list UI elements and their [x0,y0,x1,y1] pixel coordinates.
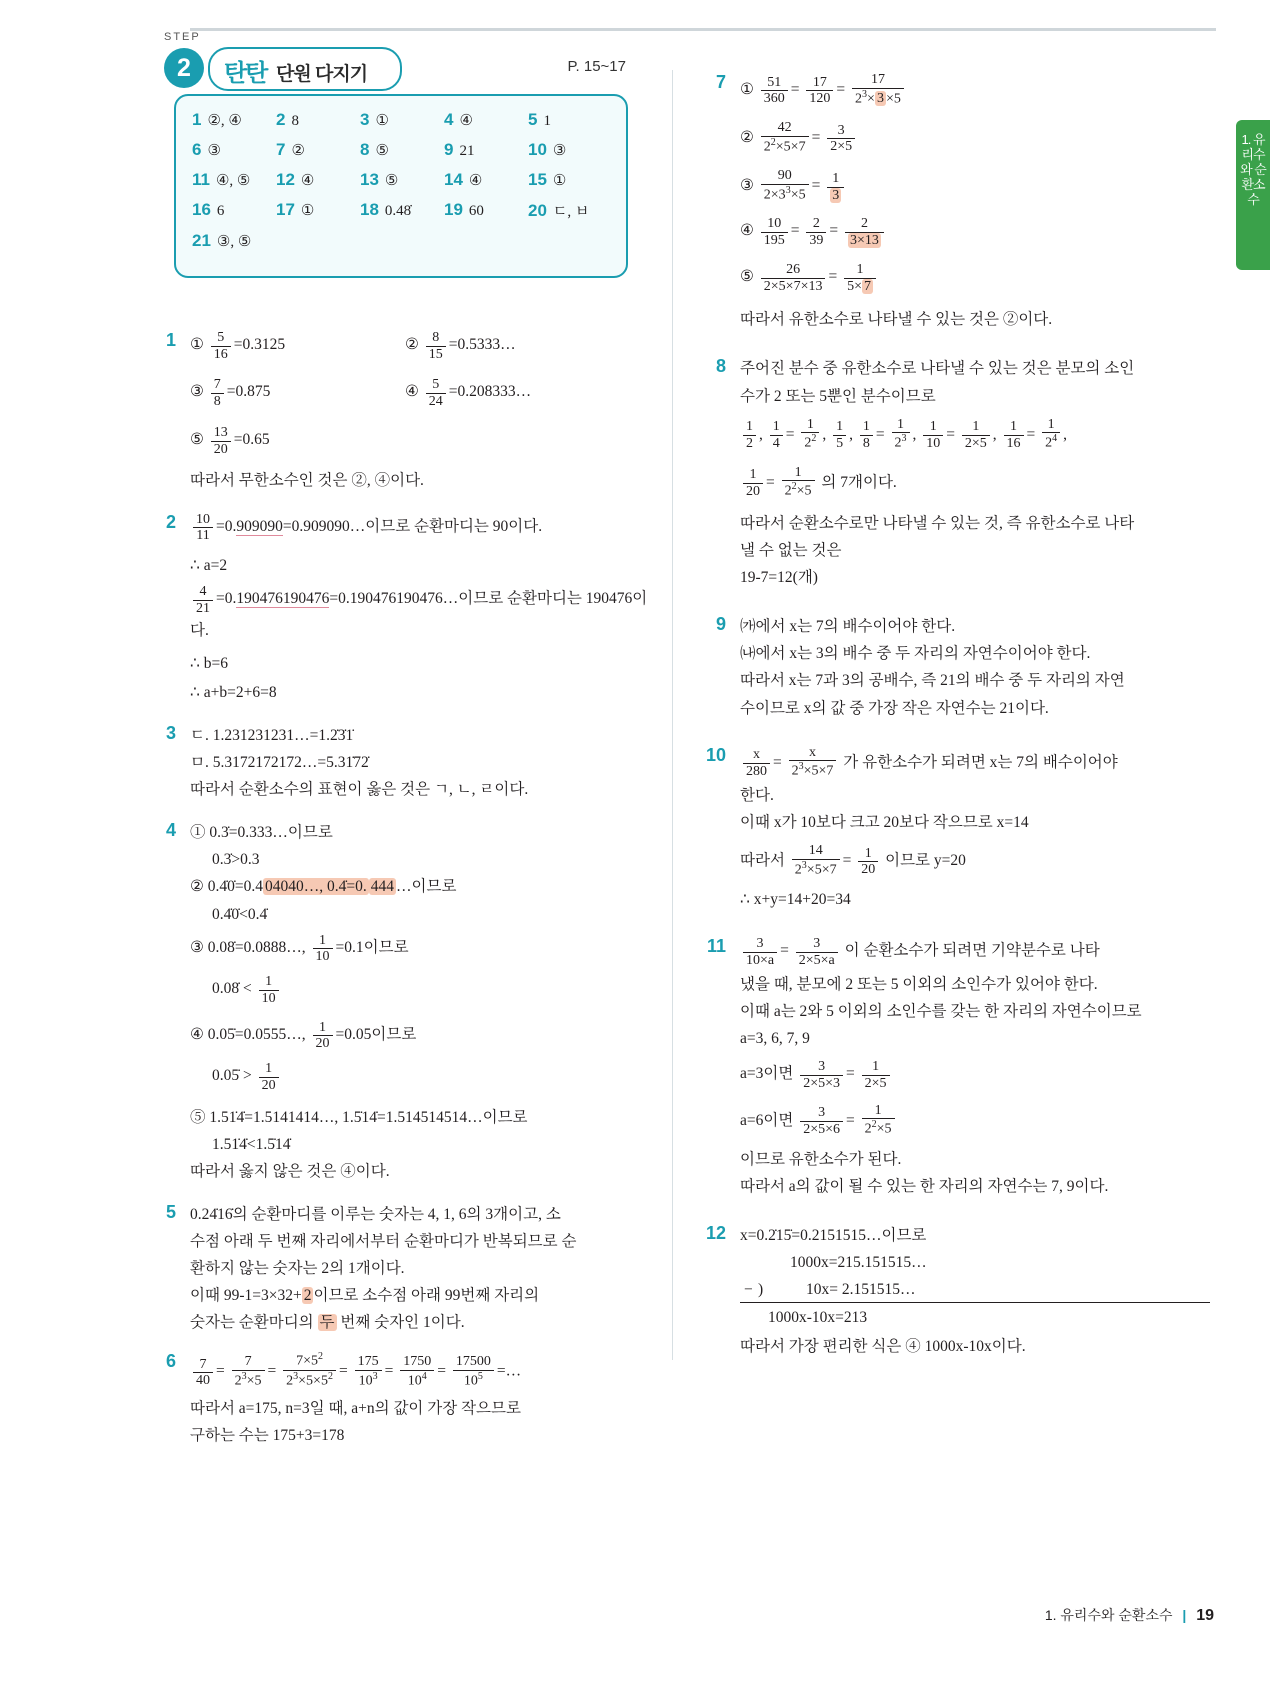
solution-number: 8 [715,356,726,377]
q5-line-3: 환하지 않는 숫자는 2의 1개이다. [190,1260,405,1278]
answer-value: ④ [459,113,473,129]
answer-number: 6 [192,140,202,159]
q8-line-2: 수가 2 또는 5뿐인 분수이므로 [740,387,936,405]
answer-number: 15 [528,170,547,189]
q5-line-2: 수점 아래 두 번째 자리에서부터 순환마디가 반복되므로 순 [190,1232,577,1250]
answer-number: 8 [360,140,370,159]
q1-line-b: ③ $\frac{7}{8}$ =0.875 ④ $\frac{5}{24}$ =0.208333… [190,377,532,410]
right-column [700,46,1210,1373]
answer-value: 0.48̇ [384,203,412,219]
q7-item-5: ⑤ $\frac{26}{2\times 5\times 7\times 13}$ = $\frac{1}{5\times 7}$ [740,262,1210,295]
answer-number: 16 [192,200,211,219]
step-number: 2 [164,48,204,88]
answer-box [174,94,628,278]
answer-value: 21 [459,143,475,159]
q3-line-1: ㄷ. 1.231231231…=1.2̇3̇1̇ [190,726,354,744]
solution-number: 9 [715,614,726,635]
q2-line-4: ∴ b=6 [190,654,228,672]
answer-cell [360,140,444,160]
answer-number: 5 [528,110,538,129]
answer-number: 17 [276,200,295,219]
solution-number: 5 [165,1201,176,1222]
solution-8 [700,356,1210,590]
q11-line-1: $\frac{3}{10\times a}$ = $\frac{3}{2\times 5\times a}$ 이 순환소수가 되려면 기약분수로 나타 [740,936,1210,969]
q12-line-2: 1000x=215.151515… [790,1253,927,1271]
answer-cell [192,170,276,190]
solution-number: 12 [705,1222,726,1243]
answer-cell [192,140,276,160]
solution-3 [150,723,650,802]
q12-line-5: 따라서 가장 편리한 식은 ④ 1000x-10x이다. [740,1338,1026,1356]
q4-line-2: 0.3̇>0.3 [212,851,260,869]
q11-line-7: 이므로 유한소수가 된다. [740,1150,902,1168]
q3-line-3: 따라서 순환소수의 표현이 옳은 것은 ㄱ, ㄴ, ㄹ이다. [190,781,529,799]
footer-divider: | [1182,1607,1187,1623]
answer-cell [360,110,444,130]
solution-number: 10 [705,744,726,765]
answer-cell [528,200,612,221]
q8-line-5: 따라서 순환소수로만 나타낼 수 있는 것, 즉 유한소수로 나타 [740,514,1135,532]
footer-chapter: 1. 유리수와 순환소수 [1044,1607,1173,1623]
answer-number: 7 [276,140,286,159]
solution-number: 2 [165,511,176,532]
solution-number: 4 [165,820,176,841]
answer-cell [528,110,612,130]
q4-line-10: 1.51̇4̇<1.5̇14̇ [212,1135,291,1153]
solution-2 [150,512,650,705]
q2-line-3: $\frac{4}{21}$ =0.190476190476=0.190476190476…이므로 순환마디는 190476이다. [190,584,648,639]
q11-line-5: a=3이면 $\frac{3}{2\times 5\times 3}$ = $\frac{1}{2\times 5}$ [740,1059,1210,1092]
answer-cell [444,110,528,130]
q10-line-5: ∴ x+y=14+20=34 [740,891,851,909]
q1-conclusion: 따라서 무한소수인 것은 ②, ④이다. [190,472,424,490]
answer-grid [192,110,612,261]
q10-line-3: 이때 x가 10보다 크고 20보다 작으므로 x=14 [740,813,1029,831]
q4-line-9: ⑤ 1.51̇4̇=1.5141414…, 1.5̇14̇=1.514514514…이므로 [190,1108,528,1126]
q3-line-2: ㅁ. 5.3172172172…=5.31̇72̇ [190,754,369,771]
q8-line-7: 19-7=12(개) [740,569,818,587]
answer-row [192,140,612,160]
solution-6 [150,1351,650,1448]
q12-line-3: − ) 10x= 2.151515… [740,1277,1210,1303]
q4-line-7: ④ 0.05̇=0.0555…, $\frac{1}{20}$ =0.05이므로 [190,1019,417,1052]
q7-item-3: ③ $\frac{90}{2\times 3^3\times 5}$ = $\frac{1}{3}$ [740,168,1210,204]
top-rule [190,28,1216,31]
q4-line-1: ① 0.3̇=0.333…이므로 [190,824,333,842]
answer-value: 6 [216,203,225,219]
answer-value: 60 [468,203,484,219]
answer-cell [276,110,360,130]
answer-cell [444,140,528,160]
answer-number: 19 [444,200,463,219]
q7-conclusion: 따라서 유한소수로 나타낼 수 있는 것은 ②이다. [740,311,1053,329]
answer-value: ③ [207,143,221,159]
answer-cell [192,231,276,251]
answer-value: ④, ⑤ [215,173,251,189]
solution-1 [150,330,650,494]
answer-row [192,170,612,190]
answer-value: ① [552,173,567,189]
q4-line-8: 0.05̇ > $\frac{1}{20}$ [190,1061,650,1094]
answer-row [192,200,612,221]
step-header [150,31,642,88]
answer-value: ④ [300,173,315,189]
step-title-small: 탄탄 [224,60,267,87]
answer-number: 13 [360,170,379,189]
q8-line-3: $\frac{1}{2}$ , $\frac{1}{4}$ = $\frac{1}{2^2}$ , $\frac{1}{5}$ , $\frac{1}{8}$ = $\frac{1}{2^3}$ , $\frac{1}{10}$ = $\frac{1}{2\times 5}$ , $\frac{1}{16}$ = $\frac{1}{2^4}$ , [740,417,1210,453]
solution-number: 6 [165,1351,176,1372]
q8-line-1: 주어진 분수 중 유한소수로 나타낼 수 있는 것은 분모의 소인 [740,360,1135,378]
q4-line-3: ② 0.4̇0̇=0.4 04040…, 0.4̇=0. 444 …이므로 [190,878,457,896]
solution-number: 1 [165,330,176,350]
answer-value: ②, ④ [207,113,242,129]
answer-value: ④ [468,173,483,189]
side-tab-label: 1. 유리수와 순환소수 [1240,132,1266,207]
q11-line-8: 따라서 a의 값이 될 수 있는 한 자리의 자연수는 7, 9이다. [740,1177,1109,1195]
answer-number: 10 [528,140,547,159]
answer-value: 1 [543,113,551,129]
solution-number: 3 [165,722,176,743]
answer-number: 12 [276,170,295,189]
answer-value: ㄷ, ㅂ [552,204,590,220]
answer-value: ① [300,203,315,219]
answer-value: ① [375,113,389,129]
q1-line-c: ⑤ $\frac{13}{20}$ =0.65 [190,424,270,457]
solution-9 [700,614,1210,720]
left-column [150,31,650,1462]
q5-line-5: 숫자는 순환마디의 두 번째 숫자인 1이다. [190,1314,465,1332]
answer-cell [528,140,612,160]
answer-row [192,231,612,251]
q4-line-6: 0.08̇ < $\frac{1}{10}$ [190,974,650,1007]
column-divider [672,70,673,1360]
footer-page-number: 19 [1196,1607,1214,1624]
answer-cell [444,170,528,190]
answer-cell [528,170,612,190]
q12-line-4: 1000x-10x=213 [768,1309,868,1327]
q12-line-1: x=0.2̇15̇=0.2151515…이므로 [740,1226,927,1244]
q6-conclusion-1: 따라서 a=175, n=3일 때, a+n의 값이 가장 작으므로 [190,1400,521,1418]
solution-4 [150,820,650,1184]
answer-number: 2 [276,110,286,129]
answer-number: 1 [192,110,202,129]
answer-number: 3 [360,110,370,129]
answer-cell [360,170,444,190]
q9-line-1: ㈎에서 x는 7의 배수이어야 한다. [740,618,956,636]
answer-cell [276,200,360,221]
q11-line-6: a=6이면 $\frac{3}{2\times 5\times 6}$ = $\frac{1}{2^2\times 5}$ [740,1103,1210,1139]
q4-line-4: 0.4̇0̇<0.4̇ [212,905,268,923]
q2-line-5: ∴ a+b=2+6=8 [190,683,277,701]
answer-cell [276,170,360,190]
q10-line-1: $\frac{x}{280}$ = $\frac{x}{2^3\times 5\times 7}$ 가 유한소수가 되려면 x는 7의 배수이어야 [740,745,1210,781]
step-title-box [208,47,402,91]
answer-value: ③, ⑤ [216,234,252,250]
answer-number: 14 [444,170,463,189]
q2-line-2: ∴ a=2 [190,556,228,574]
q4-line-5: ③ 0.08̇=0.0888…, $\frac{1}{10}$ =0.1이므로 [190,932,409,965]
answer-number: 11 [192,170,210,189]
solution-5 [150,1202,650,1336]
q10-line-2: 한다. [740,786,774,804]
q5-line-4: 이때 99-1=3×32+ 2 이므로 소수점 아래 99번째 자리의 [190,1287,540,1305]
q7-item-2: ② $\frac{42}{2^2\times 5\times 7}$ = $\frac{3}{2\times 5}$ [740,120,1210,156]
answer-cell [360,200,444,221]
answer-row [192,110,612,130]
q4-conclusion: 따라서 옳지 않은 것은 ④이다. [190,1162,390,1180]
q10-line-4: 따라서 $\frac{14}{2^3\times 5\times 7}$ = $\frac{1}{20}$ 이므로 y=20 [740,843,966,878]
solution-10 [700,745,1210,913]
step-title-main: 단원 다지기 [276,64,368,85]
answer-value: ⑤ [375,143,389,159]
answer-cell [444,200,528,221]
q7-item-1: ① $\frac{51}{360}$ = $\frac{17}{120}$ = $\frac{17}{2^3\times 3 \times 5}$ [740,72,1210,108]
answer-number: 18 [360,200,379,219]
q5-line-1: 0.24̇16̇의 순환마디를 이루는 숫자는 4, 1, 6의 3개이고, 소 [190,1205,561,1223]
solution-7 [700,72,1210,332]
step-word: STEP [164,31,201,43]
solution-12 [700,1223,1210,1360]
answer-cell [192,110,276,130]
solution-number: 7 [715,72,726,92]
answer-value: 8 [291,113,299,129]
side-tab [1236,120,1270,270]
answer-cell [276,140,360,160]
answer-value: ⑤ [384,173,399,189]
answer-value: ③ [552,143,567,159]
q11-line-4: a=3, 6, 7, 9 [740,1029,810,1047]
answer-number: 4 [444,110,454,129]
answer-number: 20 [528,201,547,220]
answer-number: 9 [444,140,454,159]
q8-line-6: 낼 수 없는 것은 [740,542,842,559]
q9-line-4: 수이므로 x의 값 중 가장 작은 자연수는 21이다. [740,699,1049,717]
page-range: P. 15~17 [567,58,626,75]
q2-line-1: $\frac{10}{11}$ =0.909090=0.909090…이므로 순환마디는 90이다. [190,512,650,545]
solution-11 [700,936,1210,1199]
solution-number: 11 [706,936,726,957]
q9-line-2: ㈏에서 x는 3의 배수 중 두 자리의 자연수이어야 한다. [740,645,1091,663]
q9-line-3: 따라서 x는 7과 3의 공배수, 즉 21의 배수 중 두 자리의 자연 [740,672,1125,690]
q11-line-3: 이때 a는 2와 5 이외의 소인수를 갖는 한 자리의 자연수이므로 [740,1002,1142,1020]
answer-value: ② [291,143,305,159]
q1-line-a: ① $\frac{5}{16}$ =0.3125 ② $\frac{8}{15}$ =0.5333… [190,330,516,362]
q6-equation: $\frac{7}{40}$ = $\frac{7}{2^3\times 5}$ = $\frac{7\times 5^2}{2^3\times 5\times 5^2}$ = $\frac{175}{10^3}$ = $\frac{1750}{10^4}$ = $\frac{17500}{10^5}$ =… [190,1351,650,1390]
q11-line-2: 냈을 때, 분모에 2 또는 5 이외의 소인수가 있어야 한다. [740,975,1098,993]
footer [1045,1605,1214,1625]
q7-item-4: ④ $\frac{10}{195}$ = $\frac{2}{39}$ = $\frac{2}{3\times 13}$ [740,216,1210,249]
answer-cell [192,200,276,221]
answer-number: 21 [192,231,211,250]
q6-conclusion-2: 구하는 수는 175+3=178 [190,1427,345,1445]
q8-line-4: $\frac{1}{20}$ = $\frac{1}{2^2\times 5}$ 의 7개이다. [740,465,1210,501]
